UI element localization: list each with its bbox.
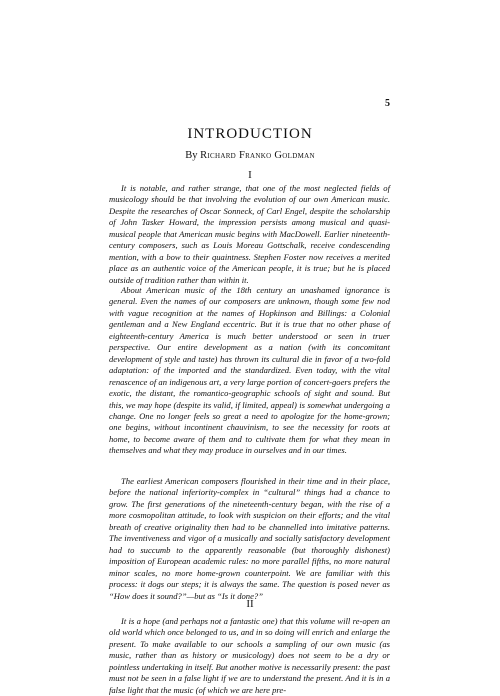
paragraph-2: About American music of the 18th century an unashamed ignorance is general. Even the names of our composers are unknown, though some few nod with vague recognition at the names of Hopkinson and Billings: a Colonial gentleman and a New England eccentric. But it is true that no other phase of eighteenth-century America is much better understood or seen in truer perspective. Our entire development as a nation (with its concomitant development of style and taste) has thrown its cultural die in favor of a two-fold adaptation: of the imported and the standardized. Even today, with the vital renascence of an indigenous art, a very large portion of concert-goers prefers the exotic, the distant, the romantico-geographic schools of sight and sound. But this, we may hope (despite its valid, if limited, appeal) is somewhat undergoing a change. One no longer feels so great a need to apologize for the home-grown; one begins, without incontinent chauvinism, to see the necessity for roots at home, to become aware of them and to cultivate them for what they mean in themselves and what they may produce in ourselves and in our times. — [109, 285, 390, 456]
paragraph-1: It is notable, and rather strange, that one of the most neglected fields of musicology should be that involving the evolution of our own American music. Despite the researches of Oscar Sonneck, of Carl Engel, despite the scholarship of John Tasker Howard, the impression persists among musical and quasi-musical people that American music begins with MacDowell. Earlier nineteenth-century composers, such as Louis Moreau Gottschalk, receive condescending mention, with a bow to their quaintness. Stephen Foster now receives a merited place as an authentic voice of the American people, it is true; but he is placed outside of tradition rather than within it. — [109, 183, 390, 285]
paragraph-3: The earliest American composers flourished in their time and in their place, before the national inferiority-complex in “cultural” things had a chance to grow. The first generations of the nineteenth-century began, with the rise of a more cosmopolitan attitude, to look with suspicion on their efforts; and the vital breath of creative originality then had to be channelled into imitative patterns. The inventiveness and vigor of a musically and socially satisfactory development had to succumb to the apparently reasonable (but thoroughly dishonest) imposition of European academic rules: no more parallel fifths, no more natural minor scales, no more home-grown counterpoint. We are familiar with this process: it dogs our steps; it is always the same. The question is posed never as “How does it sound?”—but as “Is it done?” — [109, 476, 390, 601]
section-numeral: I — [248, 169, 252, 181]
byline — [0, 150, 500, 161]
section-numeral: II — [246, 598, 254, 610]
page-number: 5 — [385, 98, 390, 109]
section-heading-1 — [0, 169, 500, 181]
page-title: INTRODUCTION — [187, 126, 313, 142]
byline-prefix: By — [185, 150, 198, 161]
section-heading-2 — [0, 598, 500, 610]
paragraph-4: It is a hope (and perhaps not a fantastic one) that this volume will re-open an old world which once belonged to us, and in so doing will enrich and enlarge the present. To make available to our schools a sampling of our own music (as music, rather than as history or musicology) does not seem to be a dry or pointless undertaking in itself. But another motive is necessarily present: the past must not be seen in a false light if we are to understand the present. And it is in a false light that the music (of which we are here pre- — [109, 616, 390, 695]
byline-author: Richard Franko Goldman — [200, 150, 315, 161]
